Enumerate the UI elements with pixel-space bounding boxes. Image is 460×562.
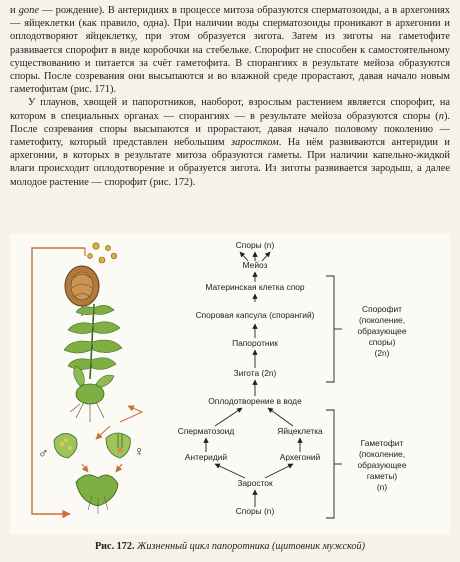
svg-text:(n): (n) (376, 482, 388, 492)
node-spore-capsule: Споровая капсула (спорангий) (195, 310, 315, 320)
node-prothallus: Заросток (237, 478, 273, 488)
sporophyte-label (357, 304, 406, 358)
italic-term: n (438, 110, 444, 122)
female-symbol: ♀ (134, 443, 145, 459)
node-spores-bottom: Споры (n) (235, 506, 275, 516)
spores-drawing (88, 243, 117, 263)
flow-diagram (178, 240, 323, 516)
fern-life-cycle-figure (10, 234, 450, 534)
svg-text:(2n): (2n) (374, 348, 390, 358)
svg-text:образующее: образующее (357, 326, 407, 336)
fern-illustration (32, 243, 145, 514)
prothallus-drawing (76, 475, 118, 514)
text-run: и (10, 5, 19, 16)
node-spore-mother-cell: Материнская клетка спор (205, 282, 305, 292)
archegonium-drawing (106, 433, 130, 458)
node-meiosis: Мейоз (242, 260, 268, 270)
node-fertilization: Оплодотворение в воде (208, 396, 302, 406)
italic-term: gone (18, 5, 39, 16)
gametophyte-label (357, 438, 406, 492)
figure-number: Рис. 172. (94, 541, 135, 552)
text-run: ). После созревания споры высыпаются и прорастают, давая начало половому поколению — гаметофиту, который представлен небольшим (10, 110, 450, 149)
text-run: — рождение). В антеридиях в процессе митоза образуются сперматозоиды, а в архегониях — яйцеклетки (как правило, одна). При наличии воды сперматозоиды проникают в архегонии и оплодотворяют яйцеклетку, при этом образуется зигота. Затем из зиготы на гаметофите развивается спорофит в виде коробочки на стебельке. Спорофит не способен к самостоятельному существованию и питается за счёт гаметофита. В спорангиях в результате мейоза образуются споры. После созревания они высыпаются и во влажной среде прорастают, давая начало новым гаметофитам (рис. 171). (10, 5, 450, 96)
node-spores-top: Споры (n) (235, 240, 275, 250)
figure-caption (0, 540, 460, 553)
node-zygote: Зигота (2n) (233, 368, 277, 378)
italic-term: заростком (231, 137, 279, 149)
text-run: . На нём развиваются антеридии и архегонии, в которых в результате митоза образуются гаметы. При наличии капельно-жидкой влаги происходит оплодотворение и образуется зигота. Из зиготы развивается зародыш, а далее молодое растение — спорофит (рис. 172). (10, 137, 450, 188)
svg-text:(поколение,: (поколение, (358, 315, 406, 325)
paragraph-1 (10, 4, 450, 96)
generation-brackets (326, 276, 342, 518)
node-antheridium: Антеридий (184, 452, 228, 462)
svg-text:образующее: образующее (357, 460, 407, 470)
body-text (10, 4, 450, 189)
life-cycle-svg (10, 234, 450, 534)
antheridium-drawing (54, 433, 77, 458)
fern-frond-drawing (64, 304, 122, 379)
text-run: У плаунов, хвощей и папоротников, наоборот, взрослым растением является спорофит, на котором в специальных органах — спорангиях — в результате мейоза образуются споры ( (10, 97, 450, 122)
svg-text:(поколение,: (поколение, (358, 449, 406, 459)
svg-text:Спорофит: Спорофит (362, 304, 402, 314)
node-archegonium: Архегоний (279, 452, 321, 462)
node-fern: Папоротник (232, 338, 278, 348)
svg-text:Гаметофит: Гаметофит (360, 438, 404, 448)
paragraph-2 (10, 96, 450, 188)
young-sporophyte-drawing (70, 366, 114, 422)
svg-text:споры): споры) (368, 337, 396, 347)
male-symbol: ♂ (38, 445, 49, 461)
figure-caption-text: Жизненный цикл папоротника (щитовник мужской) (134, 541, 366, 552)
node-egg: Яйцеклетка (277, 426, 323, 436)
svg-text:гаметы): гаметы) (366, 471, 398, 481)
node-sperm: Сперматозоид (177, 426, 235, 436)
